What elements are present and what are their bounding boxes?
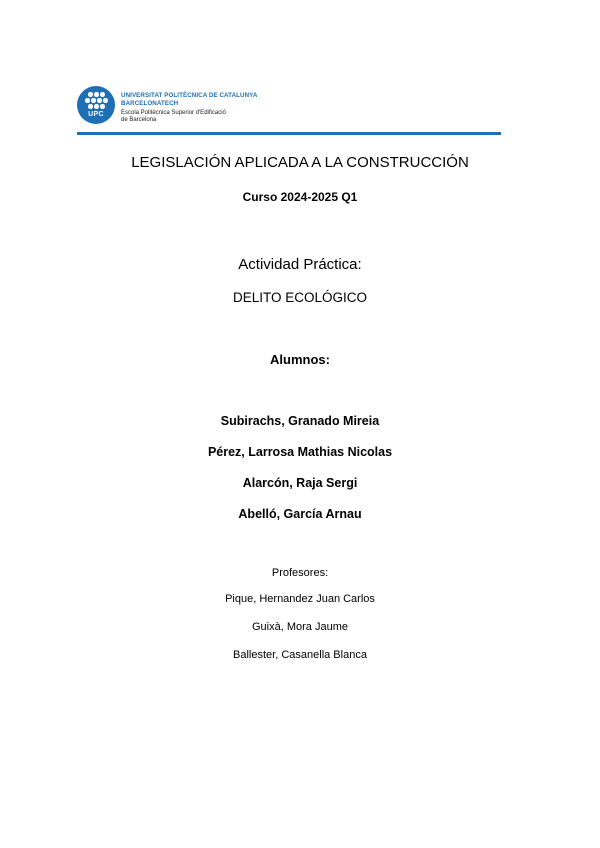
logo-mark: UPC: [88, 111, 104, 118]
school-name-line2: de Barcelona: [121, 117, 157, 123]
university-subtitle: BARCELONATECH: [121, 100, 179, 107]
header-divider: [77, 132, 501, 135]
university-header: [77, 86, 501, 138]
activity-label: Actividad Práctica:: [238, 256, 362, 273]
professor-name: Pique, Hernandez Juan Carlos: [225, 593, 375, 605]
professor-name: Ballester, Casanella Blanca: [233, 649, 367, 661]
upc-logo-icon: [77, 86, 115, 124]
professors-heading: Profesores:: [271, 567, 329, 579]
student-name: Abelló, García Arnau: [238, 507, 362, 521]
course-title: LEGISLACIÓN APLICADA A LA CONSTRUCCIÓN: [131, 154, 469, 171]
course-year: Curso 2024-2025 Q1: [242, 190, 358, 204]
university-name: UNIVERSITAT POLITÈCNICA DE CATALUNYA: [121, 92, 258, 99]
student-name: Pérez, Larrosa Mathias Nicolas: [207, 445, 393, 459]
student-name: Subirachs, Granado Mireia: [220, 414, 380, 428]
school-name-line1: Escola Politècnica Superior d'Edificació: [121, 110, 226, 116]
student-name: Alarcón, Raja Sergi: [242, 476, 358, 490]
students-heading: Alumnos:: [270, 352, 330, 367]
professor-name: Guixà, Mora Jaume: [252, 621, 348, 633]
activity-topic: DELITO ECOLÓGICO: [232, 290, 368, 305]
